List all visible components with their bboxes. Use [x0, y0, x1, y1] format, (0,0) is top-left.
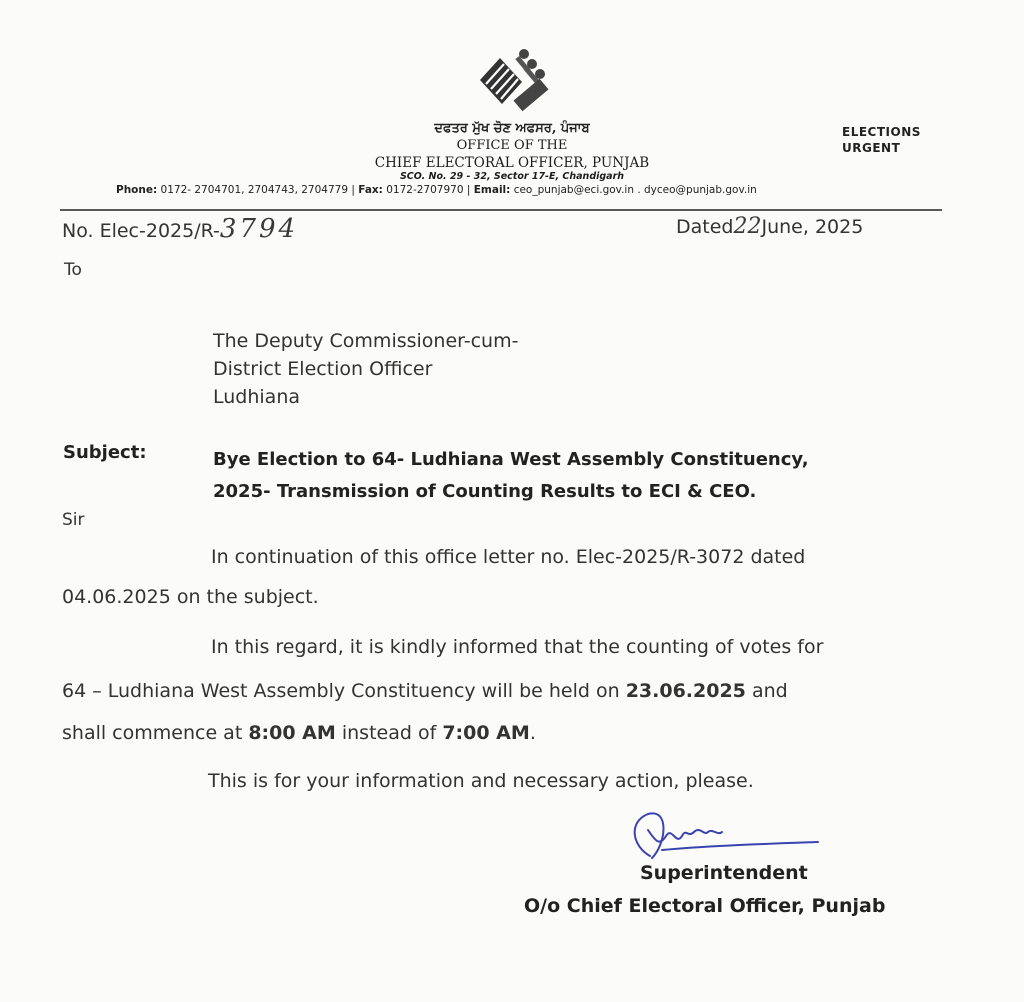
elections-tag: ELECTIONS [842, 125, 921, 139]
new-start-time: 8:00 AM [248, 722, 336, 744]
to-label: To [64, 260, 82, 280]
recipient-line2: District Election Officer [213, 358, 433, 380]
para1-line1: In continuation of this office letter no. Elec-2025/R-3072 dated [211, 546, 806, 568]
letter-number-prefix: No. Elec-2025/R- [62, 220, 220, 242]
subject-text [213, 444, 963, 508]
urgency-tag [842, 124, 921, 156]
old-start-time: 7:00 AM [442, 722, 530, 744]
para2-line3 [62, 722, 536, 744]
para2-line2 [62, 680, 788, 702]
phone-label: Phone: [116, 184, 158, 196]
recipient-address [213, 327, 518, 411]
para2-line1: In this regard, it is kindly informed that the counting of votes for [211, 636, 824, 658]
signatory-designation: Superintendent [640, 862, 808, 884]
signatory-office: O/o Chief Electoral Officer, Punjab [524, 895, 886, 917]
dated-day-handwritten: 22 [733, 214, 762, 239]
letter-date [676, 214, 863, 239]
urgent-tag: URGENT [842, 141, 901, 155]
eci-logo-icon [474, 44, 554, 120]
separator: | [351, 184, 355, 196]
para1-line2: 04.06.2025 on the subject. [62, 586, 319, 608]
office-title-line1: OFFICE OF THE [456, 138, 568, 153]
subject-line2: 2025- Transmission of Counting Results to ECI & CEO. [213, 481, 757, 502]
punjabi-office-title: ਦਫਤਰ ਮੁੱਖ ਚੋਣ ਅਫਸਰ, ਪੰਜਾਬ [434, 121, 590, 136]
recipient-line3: Ludhiana [213, 386, 301, 408]
office-address: SCO. No. 29 - 32, Sector 17-E, Chandigarh [399, 171, 625, 182]
contact-line [116, 184, 757, 196]
letter-number [62, 214, 298, 244]
counting-date: 23.06.2025 [625, 680, 746, 702]
phone-numbers: 0172- 2704701, 2704743, 2704779 [160, 184, 349, 196]
para2-line3-mid: instead of [335, 722, 443, 744]
para2-line3-pre: shall commence at [62, 722, 249, 744]
dated-suffix: June, 2025 [761, 216, 864, 238]
para2-line2-pre: 64 – Ludhiana West Assembly Constituency will be held on [62, 680, 626, 702]
subject-label: Subject: [63, 442, 147, 463]
salutation: Sir [62, 510, 85, 530]
signature-icon [622, 806, 822, 866]
recipient-line1: The Deputy Commissioner-cum- [213, 330, 519, 352]
email-label: Email: [473, 184, 511, 196]
para2-line3-post: . [529, 722, 536, 744]
header-divider [60, 209, 942, 211]
subject-line1: Bye Election to 64- Ludhiana West Assembly Constituency, [213, 449, 809, 470]
dated-prefix: Dated [676, 216, 734, 238]
separator: | [466, 184, 471, 196]
letter-number-handwritten: 3794 [219, 214, 299, 244]
para2-line2-post: and [745, 680, 788, 702]
office-title-line2: CHIEF ELECTORAL OFFICER, PUNJAB [374, 155, 650, 171]
para3: This is for your information and necessary action, please. [208, 770, 754, 792]
fax-label: Fax: [358, 184, 383, 196]
fax-number: 0172-2707970 [386, 184, 464, 196]
email-addresses: ceo_punjab@eci.gov.in . dyceo@punjab.gov.in [513, 184, 757, 196]
